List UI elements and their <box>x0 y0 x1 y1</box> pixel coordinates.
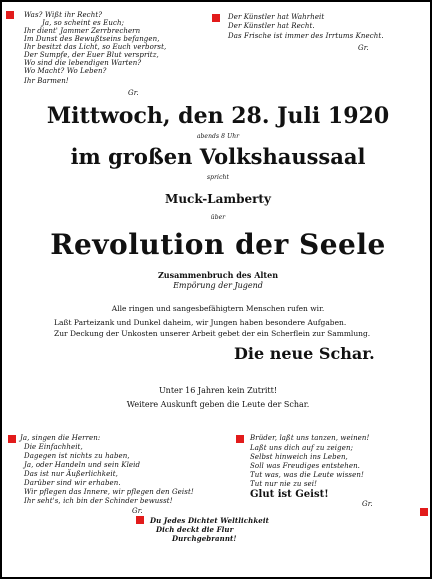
red-marker-icon <box>420 508 428 516</box>
poem-line: Die Einfachheit, <box>24 443 83 451</box>
poem-line: Dagegen ist nichts zu haben, <box>24 452 130 460</box>
poem-line: Der Sumpfe, der Euer Blut verspritz, <box>24 51 159 59</box>
poem-line: Das ist nur Äußerlichkeit, <box>24 470 118 478</box>
poem-line: Ja, oder Handeln und sein Kleid <box>24 461 141 469</box>
poem-line: Darüber sind wir erhaben. <box>24 479 121 487</box>
lecture-title: Revolution der Seele <box>50 228 386 261</box>
event-time: abends 8 Uhr <box>196 133 240 140</box>
poem-line: Der Künstler hat Recht. <box>228 22 315 30</box>
poem-line: Ja, singen die Herren: <box>20 434 101 442</box>
speaker-name: Muck-Lamberty <box>165 192 271 206</box>
red-marker-icon <box>8 435 16 443</box>
poem-line: Der Künstler hat Wahrheit <box>228 13 325 21</box>
red-marker-icon <box>236 435 244 443</box>
poem-line: Das Frische ist immer des Irrtums Knecht. <box>228 32 384 40</box>
poem-closing-line: Glut ist Geist! <box>250 489 329 500</box>
poem-line: Ihr besitzt das Licht, so Euch verborst, <box>24 43 167 51</box>
poem-line: Dich deckt die Flur <box>156 525 234 534</box>
poem-line: Ihr dient' Jammer Zerrbrechern <box>24 27 141 35</box>
ueber-label: über <box>210 214 226 221</box>
info-notice: Weitere Auskunft geben die Leute der Schar. <box>126 400 310 409</box>
poem-line: Soll was Freudiges entstehen. <box>250 462 361 470</box>
poem-line: Durchgebrannt! <box>172 534 237 543</box>
poem-line: Tut was, was die Leute wissen! <box>250 471 364 479</box>
poem-line: Selbst hinweich ins Leben, <box>250 453 348 461</box>
lecture-subtitle-2: Empörung der Jugend <box>173 281 263 290</box>
event-date: Mittwoch, den 28. Juli 1920 <box>46 103 390 129</box>
poem-line: Was? Wißt ihr Recht? <box>24 11 103 19</box>
poem-line: Ihr seht's, ich bin der Schinder bewusst! <box>24 497 173 505</box>
poem-line: Tut nur nie zu sei! <box>250 480 318 488</box>
invitation-text: Alle ringen und sangesbefähigtern Menschen rufen wir. <box>111 304 325 313</box>
poem-signature: Gr. <box>362 500 373 508</box>
poem-line: Wir pflegen das Innere, wir pflegen den Geist! <box>24 488 194 496</box>
organizer-name: Die neue Schar. <box>234 344 375 363</box>
red-marker-icon <box>136 516 144 524</box>
body-line-2: Zur Deckung der Unkosten unserer Arbeit gebet der ein Scherflein zur Sammlung. <box>54 329 371 338</box>
poem-line: Wo Macht? Wo Leben? <box>24 67 107 75</box>
lecture-subtitle-1: Zusammenbruch des Alten <box>157 270 279 280</box>
poem-line: Brüder, laßt uns tanzen, weinen! <box>250 434 370 442</box>
poem-line: Wo sind die lebendigen Warten? <box>24 59 142 67</box>
poem-line: Laßt uns dich auf zu zeigen; <box>250 444 354 452</box>
poem-line: Du Jedes Dichtet Weltlichkeit <box>150 516 269 525</box>
age-notice: Unter 16 Jahren kein Zutritt! <box>158 386 278 395</box>
poem-line: Im Dunst des Bewußtseins befangen, <box>24 35 160 43</box>
poem-signature: Gr. <box>128 89 139 97</box>
red-marker-icon <box>212 14 220 22</box>
poem-signature: Gr. <box>358 44 369 52</box>
poem-signature: Gr. <box>132 507 143 515</box>
poem-line: Ja, so scheint es Euch; <box>42 19 125 27</box>
event-venue: im großen Volkshaussaal <box>70 144 366 169</box>
spricht-label: spricht <box>206 174 230 181</box>
red-marker-icon <box>6 11 14 19</box>
poem-line: Ihr Barmen! <box>24 77 69 85</box>
body-line-1: Laßt Parteizank und Dunkel daheim, wir Jungen haben besondere Aufgaben. <box>54 318 347 327</box>
